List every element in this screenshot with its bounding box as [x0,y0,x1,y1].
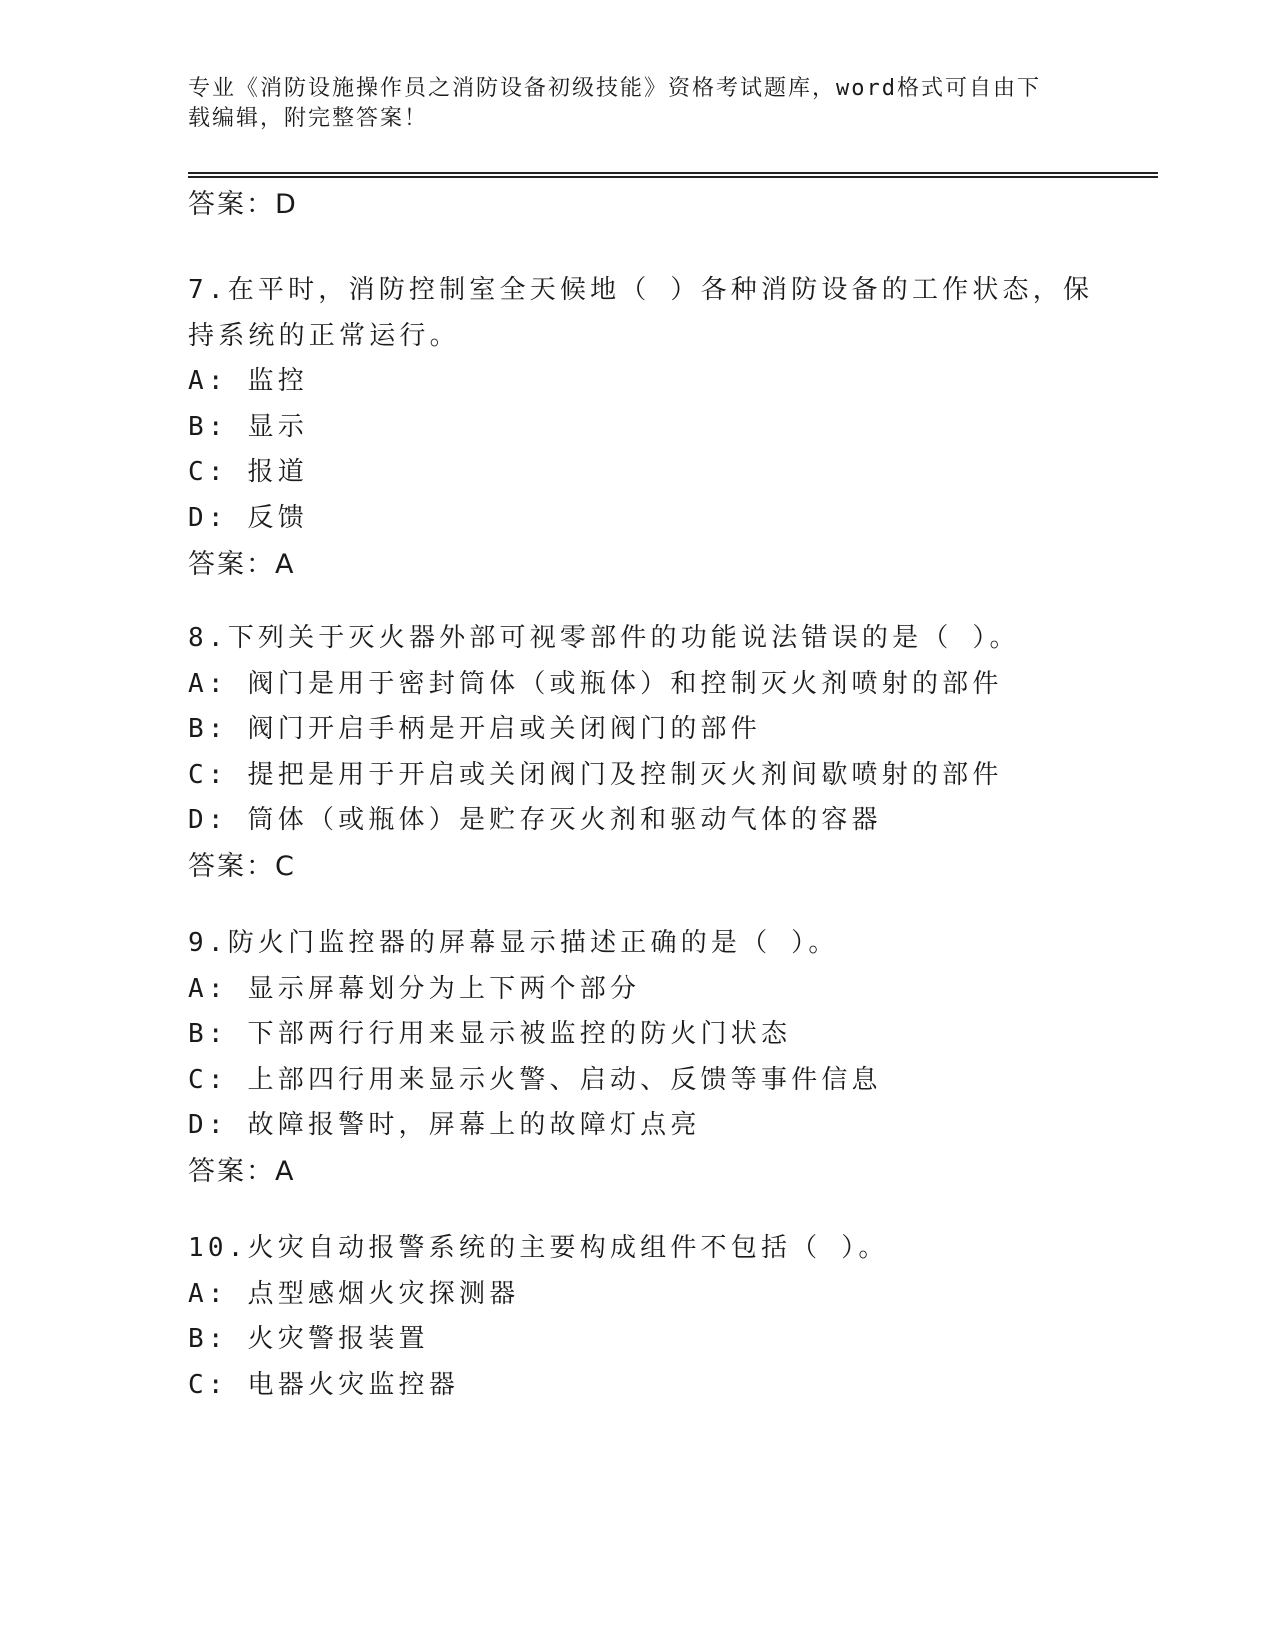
option-a: A: 显示屏幕划分为上下两个部分 [188,973,641,1004]
header-rule-top [188,172,1158,174]
option-b: B: 显示 [188,411,308,442]
option-c: C: 报道 [188,457,308,488]
option-c: C: 上部四行用来显示火警、启动、反馈等事件信息 [188,1064,882,1095]
header-rule-bottom [188,176,1158,178]
previous-answer-block [188,182,1088,228]
question-stem: 10.火灾自动报警系统的主要构成组件不包括（ ）。 [188,1233,889,1263]
option-d: D: 反馈 [188,502,308,533]
answer-line: 答案：A [188,1155,296,1187]
option-b: B: 阀门开启手柄是开启或关闭阀门的部件 [188,714,761,745]
question-8 [188,616,1088,890]
question-9 [188,921,1088,1195]
option-a: A: 监控 [188,366,308,397]
option-d: D: 筒体（或瓶体）是贮存灭火剂和驱动气体的容器 [188,805,882,836]
header-line-2: 载编辑，附完整答案！ [188,106,429,131]
option-c: C: 提把是用于开启或关闭阀门及控制灭火剂间歇喷射的部件 [188,759,1003,790]
question-stem-continued: 持系统的正常运行。 [188,320,460,351]
option-a: A: 阀门是用于密封筒体（或瓶体）和控制灭火剂喷射的部件 [188,668,1003,699]
answer-line: 答案：A [188,548,296,580]
header-line-1: 专业《消防设施操作员之消防设备初级技能》资格考试题库，word格式可自由下 [188,76,1041,101]
question-stem: 7.在平时，消防控制室全天候地（ ）各种消防设备的工作状态，保 [188,275,1094,305]
question-7 [188,268,1094,587]
option-d: D: 故障报警时，屏幕上的故障灯点亮 [188,1110,701,1141]
option-b: B: 火灾警报装置 [188,1324,429,1355]
option-a: A: 点型感烟火灾探测器 [188,1278,520,1309]
answer-line: 答案：C [188,850,296,882]
question-stem: 8.下列关于灭火器外部可视零部件的功能说法错误的是（ ）。 [188,623,1020,653]
question-10 [188,1226,1088,1408]
answer-line: 答案：D [188,189,298,220]
option-c: C: 电器火灾监控器 [188,1369,459,1400]
question-stem: 9.防火门监控器的屏幕显示描述正确的是（ ）。 [188,928,839,958]
option-b: B: 下部两行行用来显示被监控的防火门状态 [188,1019,792,1050]
